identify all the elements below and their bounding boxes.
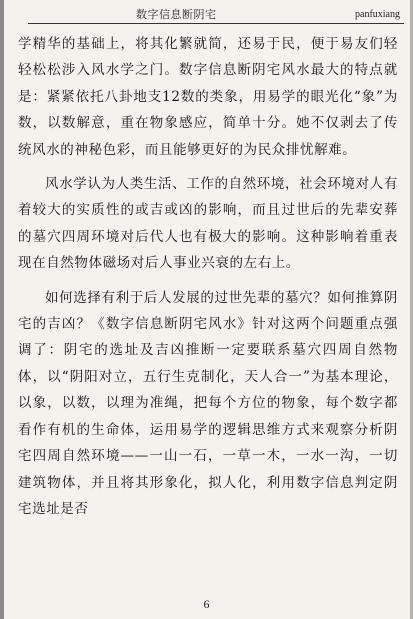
paragraph-3: 如何选择有利于后人发展的过世先辈的墓穴？如何推算阴宅的吉凶？《数字信息断阴宅风水》针对这两个问题重点强调了：阴宅的选址及吉凶推断一定要联系墓穴四周自然物体，以“阴阳对立，五行生克制化，天人合一”为基本理论，以象，以数，以理为准绳，把每个方位的物象，每个数字都看作有机的生命体，运用易学的逻辑思维方式来观察分析阴宅四周自然环境——一山一石，一草一木，一水一沟，一切建筑物体，并且将其形象化，拟人化，利用数字信息判定阴宅选址是否 bbox=[18, 289, 398, 517]
paragraph-2: 风水学认为人类生活、工作的自然环境，社会环境对人有着较大的实质性的或吉或凶的影响，而且过世后的先辈安葬的墓穴四周环境对后代人也有极大的影响。这种影响着重表现在自然物体磁场对后人事业兴衰的左右上。 bbox=[18, 176, 398, 272]
header-author: panfuxiang bbox=[355, 9, 400, 20]
header-rule bbox=[28, 23, 404, 24]
body-text bbox=[18, 31, 398, 530]
header-title: 数字信息断阴宅 bbox=[136, 8, 217, 21]
paragraph-1: 学精华的基础上，将其化繁就简，还易于民，便于易友们轻轻松松涉入风水学之门。数字信息断阴宅风水最大的特点就是：紧紧依托八卦地支12数的类象，用易学的眼光化“象”为数，以数解意，重在物象感应，简单十分。她不仅剥去了传统风水的神秘色彩，而且能够更好的为民众排忧解难。 bbox=[18, 36, 398, 158]
page-number: 6 bbox=[203, 597, 210, 611]
scan-left-edge bbox=[0, 0, 4, 619]
